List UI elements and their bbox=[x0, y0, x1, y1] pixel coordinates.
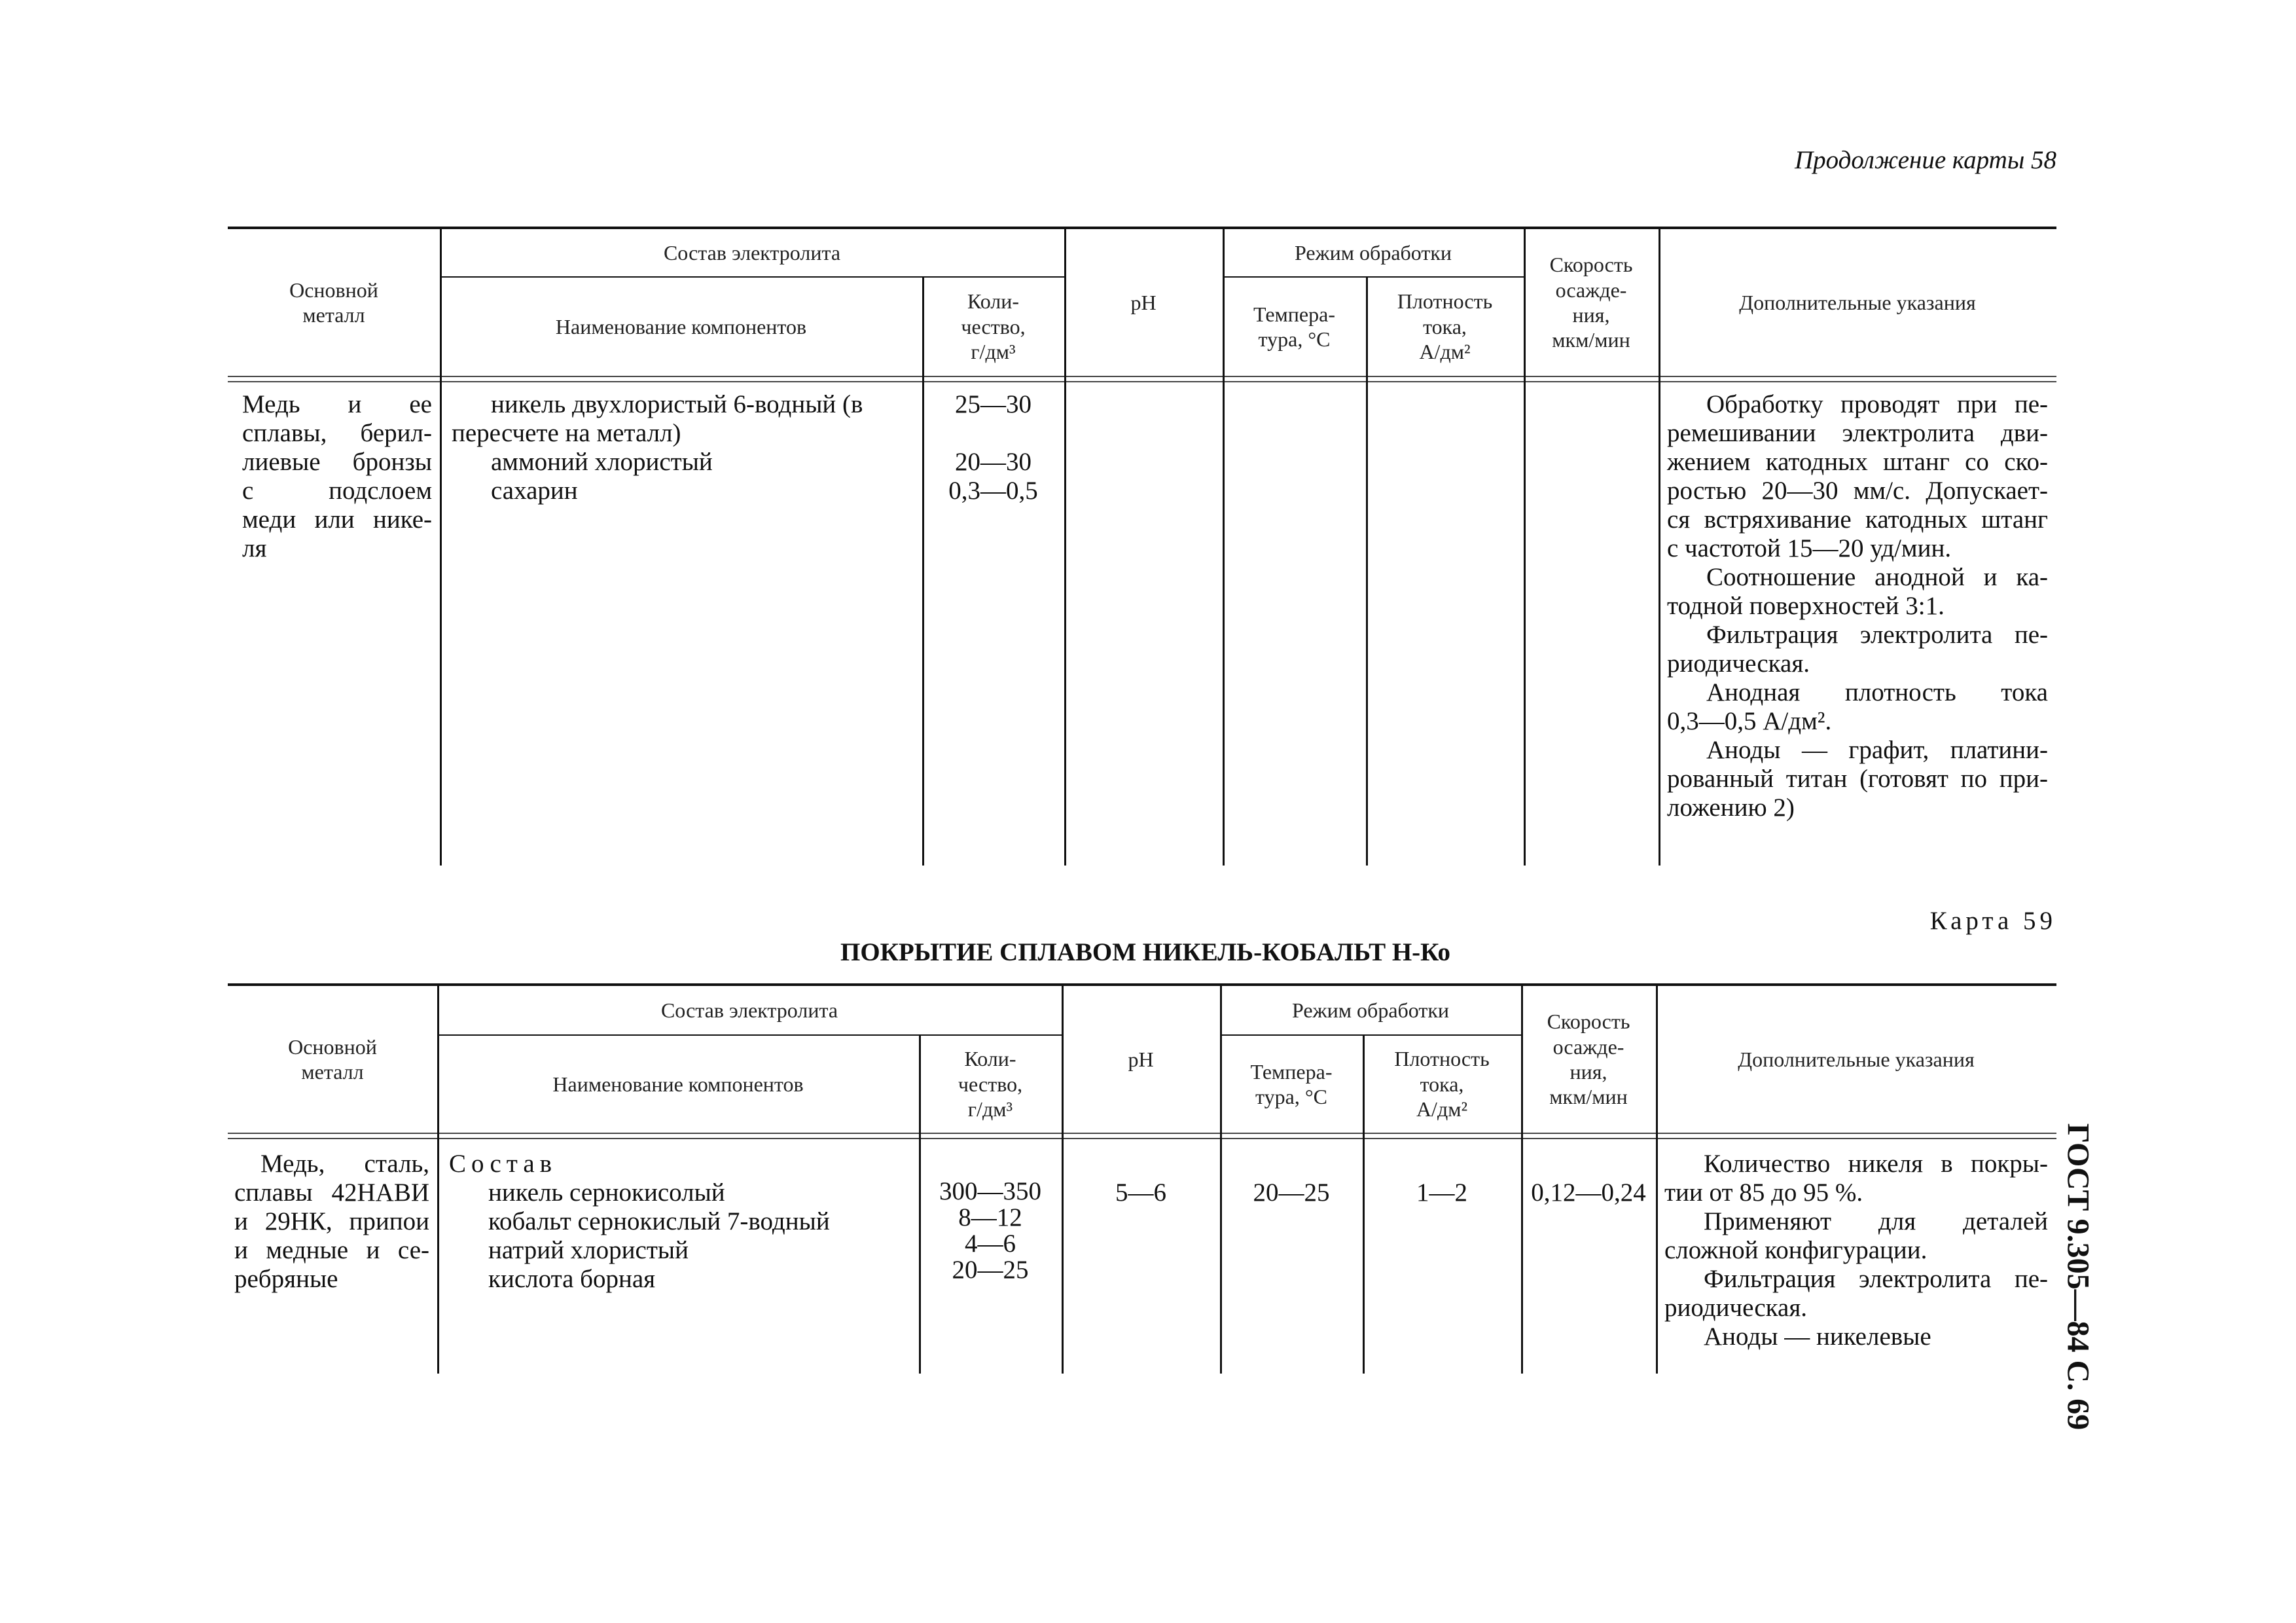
notes-cell: Количество никеля в покры- тии от 85 до 95 %. Применяют для деталей сложной конфигурации. Фильтрация электролита пе- риодическая. Аноды — никелевые bbox=[1664, 1150, 2048, 1351]
header-current-density: Плотность тока, А/дм² bbox=[1397, 289, 1493, 364]
quantities-cell: 300—350 8—12 4—6 20—25 bbox=[939, 1177, 1041, 1284]
header-deposition-speed: Скорость осажде- ния, мкм/мин bbox=[1547, 1010, 1630, 1109]
header-quantity: Коли- чество, г/дм³ bbox=[961, 289, 1026, 364]
composition-label: Состав bbox=[449, 1150, 558, 1178]
header-temperature: Темпера- тура, °С bbox=[1250, 1059, 1333, 1108]
header-quantity: Коли- чество, г/дм³ bbox=[958, 1047, 1023, 1122]
header-mode: Режим обработки bbox=[1291, 998, 1450, 1022]
notes-cell: Обработку проводят при пе- ремешивании электролита дви- жением катодных штанг со ско- ростью 20—30 мм/с. Допускает- ся встряхивание катодных штанг с частотой 15—20 уд/мин. Соотношение анодной и ка- тодной поверхностей 3:1. Фильтрация электролита пе- риодическая. Анодная плотность тока 0,3—0,5 А/дм². Аноды — графит, платини- рованный титан (готовят по при- ложению 2) bbox=[1667, 390, 2048, 822]
header-bottom-rule bbox=[228, 1133, 2056, 1139]
card-number: Карта 59 bbox=[1929, 907, 2056, 935]
header-components: Наименование компонентов bbox=[552, 1072, 804, 1096]
header-bottom-rule bbox=[228, 376, 2056, 382]
header-electrolyte: Состав электролита bbox=[660, 998, 838, 1022]
header-mode: Режим обработки bbox=[1294, 240, 1452, 264]
base-metal-cell: Медь, сталь, сплавы 42НАВИ и 29НК, припои и медные и се- ребряные bbox=[234, 1150, 429, 1293]
side-page-label: ГОСТ 9.305—84 С. 69 bbox=[2060, 1123, 2096, 1431]
quantities-cell: 25—30 20—30 0,3—0,5 bbox=[948, 390, 1038, 505]
section-title: ПОКРЫТИЕ СПЛАВОМ НИКЕЛЬ-КОБАЛЬТ Н-Ко bbox=[840, 938, 1450, 966]
header-components: Наименование компонентов bbox=[555, 314, 807, 338]
ph-value: 5—6 bbox=[1115, 1178, 1166, 1207]
current-density-value: 1—2 bbox=[1416, 1178, 1467, 1207]
header-temperature: Темпера- тура, °С bbox=[1253, 302, 1335, 351]
deposition-speed-value: 0,12—0,24 bbox=[1531, 1178, 1646, 1207]
header-electrolyte: Состав электролита bbox=[663, 240, 841, 264]
header-notes: Дополнительные указания bbox=[1739, 290, 1976, 314]
header-base-metal: Основной металл bbox=[288, 1034, 377, 1084]
header-ph: pH bbox=[1130, 290, 1157, 314]
header-deposition-speed: Скорость осажде- ния, мкм/мин bbox=[1549, 253, 1633, 352]
temperature-value: 20—25 bbox=[1253, 1178, 1330, 1207]
components-cell: Состав никель сернокисолый кобальт сернокислый 7-водный натрий хлористый кислота борная bbox=[449, 1150, 907, 1294]
base-metal-cell: Медь и ее сплавы, берил- лиевые бронзы с подслоем меди или нике- ля bbox=[242, 390, 432, 562]
header-notes: Дополнительные указания bbox=[1738, 1047, 1975, 1071]
continuation-title: Продолжение карты 58 bbox=[1795, 146, 2056, 174]
header-current-density: Плотность тока, А/дм² bbox=[1394, 1047, 1490, 1122]
header-base-metal: Основной металл bbox=[289, 278, 378, 327]
components-cell: никель двухлористый 6-водный (в пересчете на металл) аммоний хлористый сахарин bbox=[452, 390, 863, 505]
header-ph: pH bbox=[1128, 1047, 1154, 1071]
